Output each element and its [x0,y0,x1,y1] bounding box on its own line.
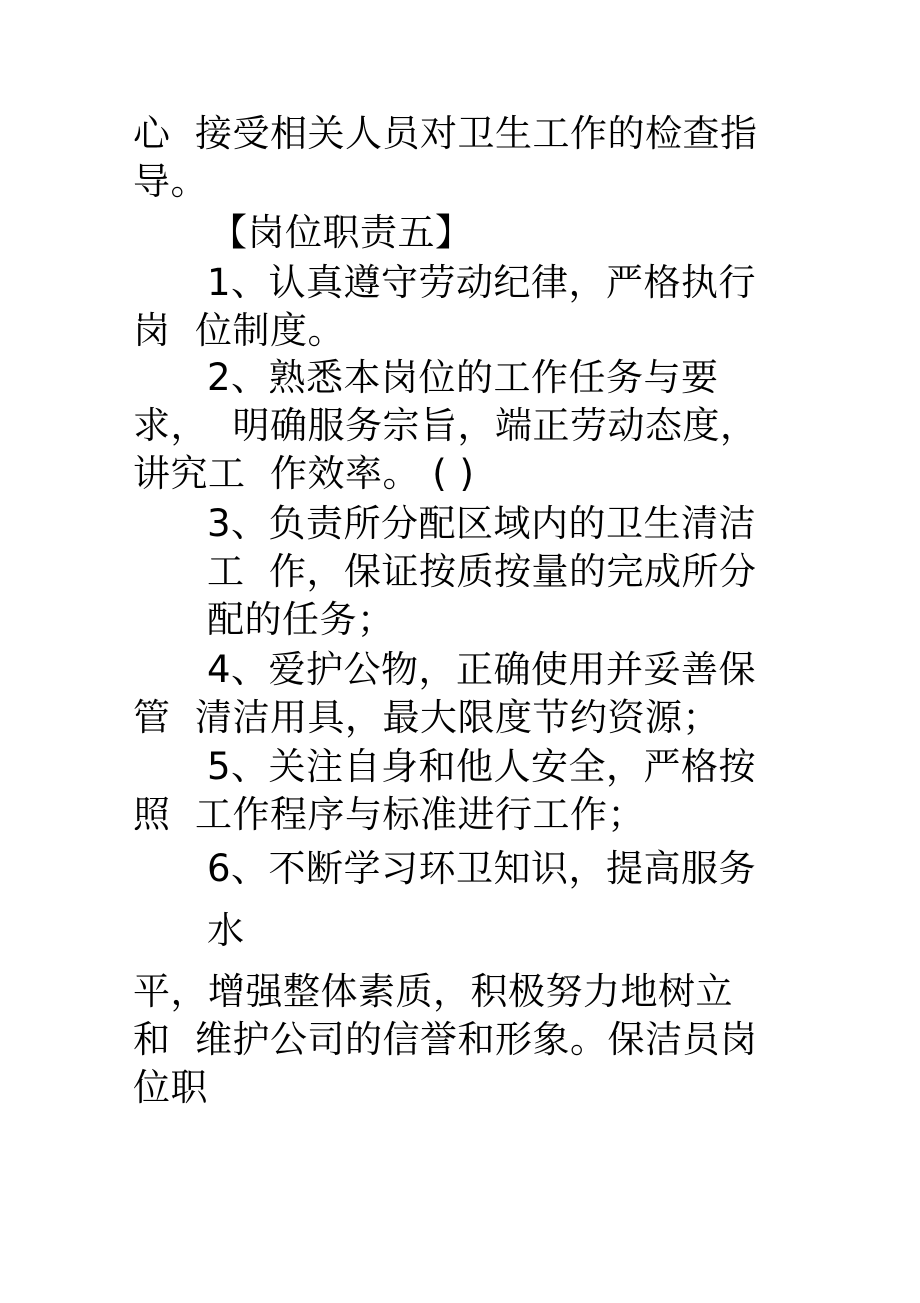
list-item-1: 1、认真遵守劳动纪律，严格执行 [207,261,757,304]
list-item-2: 2、熟悉本岗位的工作任务与要 [207,356,719,399]
text-line: 位职 [133,1066,208,1109]
list-item-4: 4、爱护公物，正确使用并妥善保 [207,648,757,691]
text-line: 平，增强整体素质，积极努力地树立 [133,970,733,1013]
text-line: 配的任务； [207,598,395,641]
text-line: 水 [207,909,245,952]
text-line: 和 维护公司的信誉和形象。保洁员岗 [133,1018,758,1061]
text-line: 岗 位制度。 [133,309,346,352]
text-line: 工 作，保证按质按量的完成所分 [207,550,757,593]
text-line: 心 接受相关人员对卫生工作的检查指 [133,112,758,155]
list-item-5: 5、关注自身和他人安全，严格按 [207,745,757,788]
list-item-3: 3、负责所分配区域内的卫生清洁 [207,502,757,545]
text-line: 管 清洁用具，最大限度节约资源； [133,696,721,739]
text-line: 照 工作程序与标准进行工作； [133,793,646,836]
list-item-6: 6、不断学习环卫知识，提高服务 [207,847,757,890]
text-line: 讲究工 作效率。 ( ) [133,452,475,495]
text-line: 求， 明确服务宗旨，端正劳动态度， [133,404,758,447]
text-line: 导。 [133,160,208,203]
section-heading: 【岗位职责五】 [210,211,473,254]
